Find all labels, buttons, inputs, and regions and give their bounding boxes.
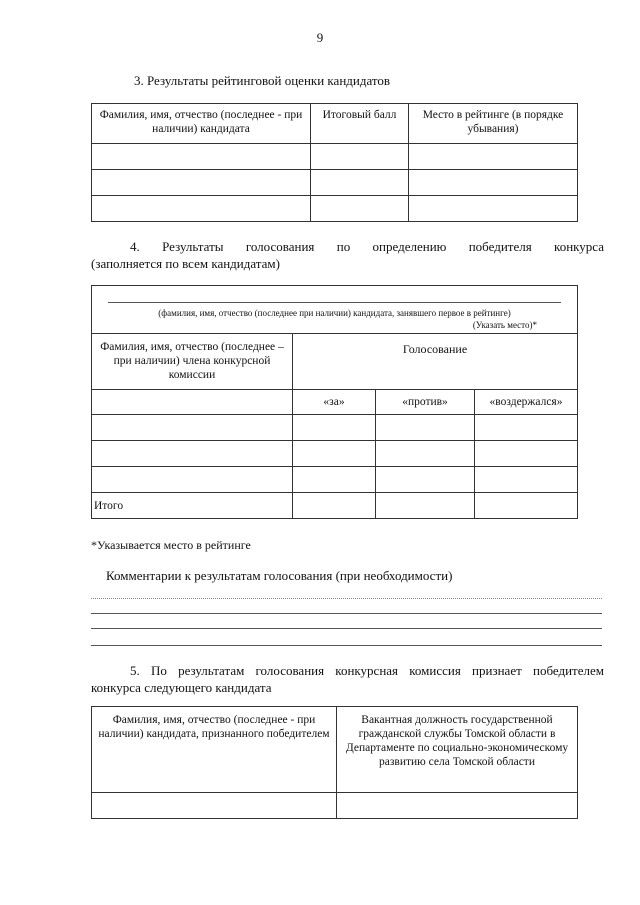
cell[interactable]: [293, 493, 376, 519]
header-rating-place: Место в рейтинге (в порядке убывания): [409, 104, 578, 144]
comment-line[interactable]: [91, 628, 602, 629]
comment-line[interactable]: [91, 645, 602, 646]
cell[interactable]: [475, 493, 578, 519]
cell[interactable]: [92, 196, 311, 222]
table-row: [92, 793, 578, 819]
vote-abstain-header: «воздержался»: [475, 390, 578, 415]
cell[interactable]: [376, 467, 475, 493]
table-row: [92, 415, 578, 441]
candidate-caption-cell: [92, 286, 578, 334]
cell[interactable]: [92, 415, 293, 441]
section4-heading-line1: 4. Результаты голосования по определению победителя конкурса: [130, 239, 604, 254]
voting-table: [91, 285, 578, 519]
section4-heading-line2: (заполняется по всем кандидатам): [91, 256, 280, 271]
cell[interactable]: [475, 415, 578, 441]
cell[interactable]: [376, 415, 475, 441]
table-row: [92, 467, 578, 493]
total-row: [92, 493, 578, 519]
cell[interactable]: [92, 390, 293, 415]
header-total-score: Итоговый балл: [311, 104, 409, 144]
table-row: [92, 144, 578, 170]
cell[interactable]: [92, 793, 337, 819]
vote-against-header: «против»: [376, 390, 475, 415]
cell[interactable]: [409, 144, 578, 170]
header-candidate-name: Фамилия, имя, отчество (последнее - при наличии) кандидата: [92, 104, 311, 144]
cell[interactable]: [293, 441, 376, 467]
cell[interactable]: [311, 144, 409, 170]
cell[interactable]: [475, 441, 578, 467]
vote-for-header: «за»: [293, 390, 376, 415]
section3-heading: 3. Результаты рейтинговой оценки кандидатов: [134, 73, 391, 88]
cell[interactable]: [92, 144, 311, 170]
voting-header: Голосование: [293, 334, 578, 390]
candidate-caption: (фамилия, имя, отчество (последнее при наличии) кандидата, занявшего первое в рейтинге): [158, 308, 511, 318]
position-header: Вакантная должность государственной гражданской службы Томской области в Департаменте по социально-экономическому развитию села Томской области: [337, 707, 578, 793]
cell[interactable]: [311, 170, 409, 196]
table-row: [92, 196, 578, 222]
cell[interactable]: [376, 493, 475, 519]
rating-table: [91, 103, 578, 222]
cell[interactable]: [92, 441, 293, 467]
page-number: 9: [316, 30, 324, 45]
cell[interactable]: [92, 170, 311, 196]
section5-heading-line1: 5. По результатам голосования конкурсная комиссия признает победителем: [130, 663, 604, 678]
comment-line[interactable]: [91, 613, 602, 614]
cell[interactable]: [92, 467, 293, 493]
member-header: Фамилия, имя, отчество (последнее – при наличии) члена конкурсной комиссии: [92, 334, 293, 390]
cell[interactable]: [293, 415, 376, 441]
cell[interactable]: [293, 467, 376, 493]
cell[interactable]: [376, 441, 475, 467]
comments-label: Комментарии к результатам голосования (при необходимости): [106, 568, 453, 583]
comment-line[interactable]: [91, 598, 602, 599]
footnote: *Указывается место в рейтинге: [91, 538, 251, 552]
cell[interactable]: [409, 170, 578, 196]
cell[interactable]: [409, 196, 578, 222]
cell[interactable]: [475, 467, 578, 493]
cell[interactable]: [337, 793, 578, 819]
winner-name-header: Фамилия, имя, отчество (последнее - при наличии) кандидата, признанного победителем: [92, 707, 337, 793]
cell[interactable]: [311, 196, 409, 222]
place-caption: (Указать место)*: [472, 320, 537, 330]
table-row: [92, 441, 578, 467]
candidate-fill-line[interactable]: [108, 302, 561, 303]
section5-heading-line2: конкурса следующего кандидата: [91, 680, 272, 695]
table-row: [92, 170, 578, 196]
winner-table: [91, 706, 578, 819]
total-label: Итого: [92, 493, 293, 519]
